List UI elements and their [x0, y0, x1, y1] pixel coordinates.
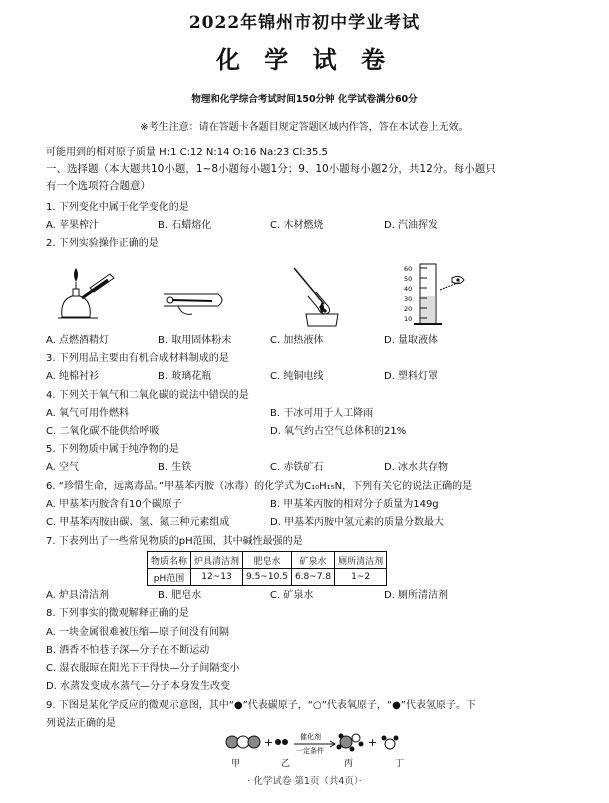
table-cell: 肥皂水	[243, 552, 292, 569]
section1-heading-cont: 有一个选项符合题意）	[46, 180, 151, 192]
ph-table	[147, 551, 387, 586]
molecule-label-bing: 丙	[344, 759, 354, 769]
q9-stem-cont: 列说法正确的是	[46, 718, 116, 729]
q5-option-a: A. 空气	[46, 462, 80, 473]
table-cell: 12~13	[191, 569, 243, 586]
subject-title: 化 学 试 卷	[215, 45, 394, 74]
q2-option-b: B. 取用固体粉末	[158, 335, 232, 346]
ph-table-value-row	[148, 569, 387, 586]
table-cell: 厕所清洁剂	[335, 552, 387, 569]
q8-stem: 8. 下列事实的微观解释正确的是	[46, 608, 189, 619]
test-tube-powder-figure	[162, 288, 232, 318]
graduated-cylinder-figure	[400, 260, 466, 328]
q8-option-b: B. 酒香不怕巷子深—分子在不断运动	[46, 645, 210, 656]
q8-option-c: C. 湿衣服晾在阳光下干得快—分子间隔变小	[46, 663, 240, 674]
condition-label: 一定条件	[296, 747, 324, 755]
atomic-masses: 可能用到的相对原子质量 H:1 C:12 N:14 O:16 Na:23 Cl:35.5	[46, 147, 328, 158]
cylinder-tick-label: 30	[404, 295, 413, 303]
q9-stem: 9. 下图是某化学反应的微观示意图，其中“●”代表碳原子，“○”代表氧原子，“●”代表氢原子。下	[46, 700, 476, 711]
cylinder-tick-label: 50	[404, 275, 413, 283]
q2-option-a: A. 点燃酒精灯	[46, 335, 110, 346]
q6-option-b: B. 甲基苯丙胺的相对分子质量为149g	[270, 499, 439, 510]
q5-option-c: C. 赤铁矿石	[270, 462, 324, 473]
q8-option-a: A. 一块金属很难被压缩—原子间没有间隔	[46, 627, 230, 638]
q5-option-d: D. 冰水共存物	[384, 462, 449, 473]
q7-option-b: B. 肥皂水	[158, 590, 202, 601]
molecule-label-ding: 丁	[395, 759, 405, 769]
q3-option-d: D. 塑料灯罩	[384, 371, 439, 382]
q2-option-d: D. 量取液体	[384, 335, 439, 346]
table-cell: 炉具清洁剂	[191, 552, 243, 569]
q4-option-b: B. 干冰可用于人工降雨	[270, 408, 374, 419]
q6-option-d: D. 甲基苯丙胺中氢元素的质量分数最大	[270, 517, 445, 528]
table-cell: pH范围	[148, 569, 191, 586]
table-cell: 矿泉水	[291, 552, 334, 569]
table-cell: 6.8~7.8	[291, 569, 334, 586]
exam-title: 2022年锦州市初中学业考试	[188, 13, 421, 33]
ph-table-header-row	[148, 552, 387, 569]
molecule-label-jia: 甲	[231, 759, 241, 769]
q7-option-d: D. 厕所清洁剂	[384, 590, 449, 601]
q1-option-a: A. 苹果榨汁	[46, 220, 100, 231]
q4-option-a: A. 氧气可用作燃料	[46, 408, 130, 419]
time-info: 物理和化学综合考试时间150分钟 化学试卷满分60分	[191, 94, 418, 105]
q1-option-d: D. 汽油挥发	[384, 220, 439, 231]
q3-stem: 3. 下列用品主要由有机合成材料制成的是	[46, 353, 229, 364]
section1-heading: 一、选择题（本大题共10小题，1~8小题每小题1分；9、10小题每小题2分，共12分。每小题只	[46, 163, 496, 175]
q7-option-c: C. 矿泉水	[270, 590, 314, 601]
q3-option-a: A. 纯棉衬衫	[46, 371, 100, 382]
cylinder-tick-label: 10	[404, 315, 413, 323]
q5-stem: 5. 下列物质中属于纯净物的是	[46, 444, 179, 455]
table-cell: 1~2	[335, 569, 387, 586]
q1-option-c: C. 木材燃烧	[270, 220, 324, 231]
q5-option-b: B. 生铁	[158, 462, 192, 473]
table-cell: 9.5~10.5	[243, 569, 292, 586]
table-cell: 物质名称	[148, 552, 191, 569]
reaction-diagram	[222, 728, 412, 758]
svg-text:+: +	[368, 736, 378, 749]
q6-option-c: C. 甲基苯丙胺由碳、氢、氮三种元素组成	[46, 517, 230, 528]
q8-option-d: D. 水蒸发变成水蒸气—分子本身发生改变	[46, 681, 231, 692]
q6-stem: 6. “珍惜生命，远离毒品。”甲基苯丙胺（冰毒）的化学式为C₁₀H₁₅N，下列有关它的说法正确的是	[46, 481, 473, 492]
catalyst-label: 催化剂	[300, 733, 321, 741]
q6-option-a: A. 甲基苯丙胺含有10个碳原子	[46, 499, 182, 510]
exam-notice: ※考生注意：请在答题卡各题目规定答题区域内作答，答在本试卷上无效。	[140, 122, 469, 133]
svg-text:+: +	[264, 736, 274, 749]
heating-liquid-figure	[288, 262, 348, 328]
q1-option-b: B. 石蜡熔化	[158, 220, 212, 231]
page-footer: · 化学试卷 第1页（共4页）·	[247, 776, 362, 787]
cylinder-tick-label: 40	[404, 285, 413, 293]
q1-stem: 1. 下列变化中属于化学变化的是	[46, 202, 189, 213]
q7-option-a: A. 炉具清洁剂	[46, 590, 110, 601]
q2-option-c: C. 加热液体	[270, 335, 324, 346]
q4-option-d: D. 氧气约占空气总体积的21%	[270, 426, 407, 437]
q4-stem: 4. 下列关于氧气和二氧化碳的说法中错误的是	[46, 390, 249, 401]
q7-stem: 7. 下表列出了一些常见物质的pH范围，其中碱性最强的是	[46, 536, 303, 547]
q3-option-c: C. 纯铜电线	[270, 371, 324, 382]
molecule-label-yi: 乙	[281, 759, 291, 769]
cylinder-tick-label: 20	[404, 305, 413, 313]
q3-option-b: B. 玻璃花瓶	[158, 371, 212, 382]
q2-stem: 2. 下列实验操作正确的是	[46, 238, 159, 249]
alcohol-lamp-figure	[50, 262, 120, 322]
q4-option-c: C. 二氧化碳不能供给呼吸	[46, 426, 160, 437]
cylinder-tick-label: 60	[404, 265, 413, 273]
